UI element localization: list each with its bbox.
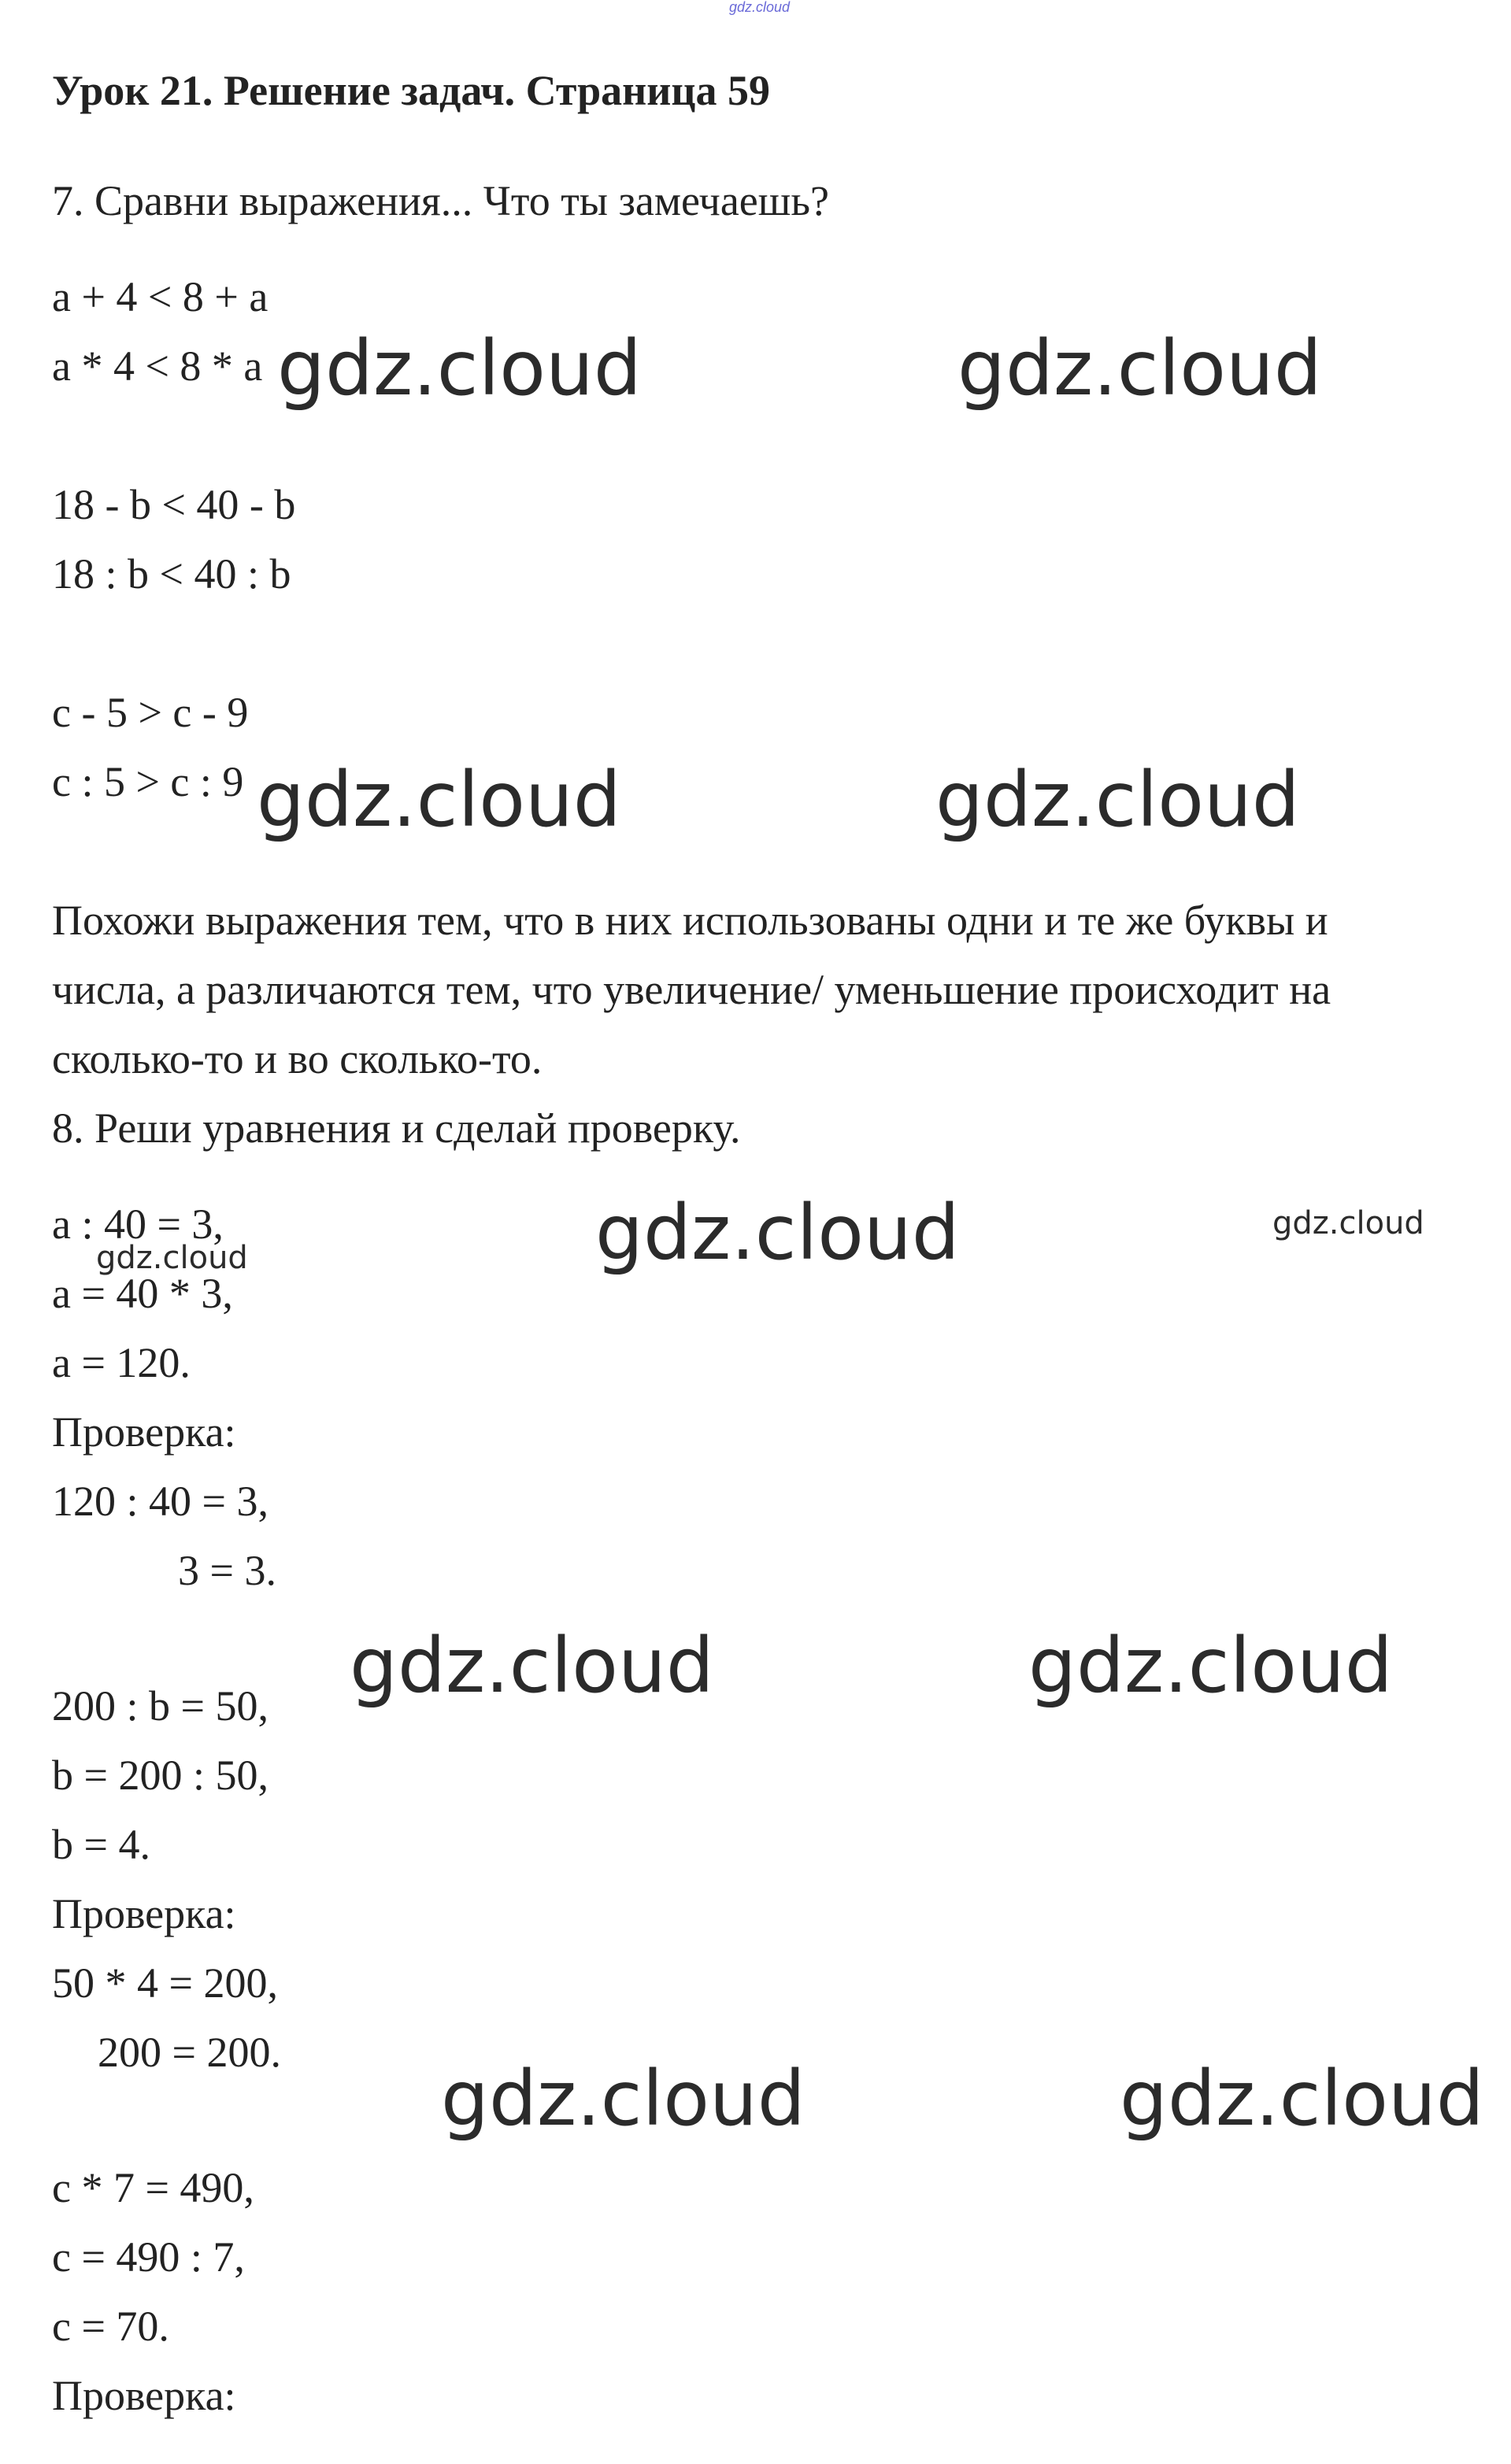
task7-conclusion-line: числа, а различаются тем, что увеличение/ уменьшение происходит на — [52, 966, 1331, 1013]
task7-conclusion-line: сколько-то и во сколько-то. — [52, 1035, 543, 1082]
task7-line: c - 5 > c - 9 — [52, 689, 249, 736]
task7-conclusion-line: Похожи выражения тем, что в них использованы одни и те же буквы и — [52, 897, 1328, 944]
task7-line: 18 : b < 40 : b — [52, 550, 291, 598]
watermark: gdz.cloud — [935, 756, 1300, 844]
eq3-line: c = 490 : 7, — [52, 2233, 245, 2281]
eq3-check-label: Проверка: — [52, 2372, 236, 2419]
header-watermark: gdz.cloud — [729, 0, 791, 15]
page-title: Урок 21. Решение задач. Страница 59 — [52, 67, 770, 114]
task8-prompt: 8. Реши уравнения и сделай проверку. — [52, 1104, 741, 1152]
eq2-line: b = 4. — [52, 1821, 150, 1868]
eq2-line: 200 : b = 50, — [52, 1682, 268, 1730]
task7-prompt: 7. Сравни выражения... Что ты замечаешь? — [52, 177, 829, 224]
eq3-line: c = 70. — [52, 2303, 169, 2350]
watermark: gdz.cloud — [441, 2055, 805, 2143]
eq1-line: 3 = 3. — [178, 1547, 276, 1594]
task7-line: 18 - b < 40 - b — [52, 481, 296, 528]
eq1-line: a = 40 * 3, — [52, 1270, 233, 1317]
eq2-line: b = 200 : 50, — [52, 1752, 268, 1799]
eq1-check-label: Проверка: — [52, 1408, 236, 1456]
eq1-line: 120 : 40 = 3, — [52, 1478, 268, 1525]
eq3-line: c * 7 = 490, — [52, 2164, 254, 2211]
eq1-line: a = 120. — [52, 1339, 191, 1386]
eq2-line: 200 = 200. — [98, 2029, 281, 2076]
watermark: gdz.cloud — [1028, 1622, 1393, 1710]
eq2-line: 50 * 4 = 200, — [52, 1959, 278, 2007]
eq2-check-label: Проверка: — [52, 1890, 236, 1937]
watermark: gdz.cloud — [1272, 1205, 1424, 1241]
watermark: gdz.cloud — [1120, 2055, 1484, 2143]
watermark: gdz.cloud — [96, 1240, 248, 1276]
task7-line: c : 5 > c : 9 — [52, 758, 244, 805]
task7-line: a * 4 < 8 * a — [52, 342, 263, 390]
watermark: gdz.cloud — [595, 1189, 960, 1277]
eq1-line: a : 40 = 3, — [52, 1201, 224, 1248]
watermark: gdz.cloud — [957, 324, 1322, 413]
watermark: gdz.cloud — [350, 1622, 714, 1710]
watermark: gdz.cloud — [257, 756, 621, 844]
task7-line: a + 4 < 8 + a — [52, 273, 268, 320]
watermark: gdz.cloud — [277, 324, 642, 413]
